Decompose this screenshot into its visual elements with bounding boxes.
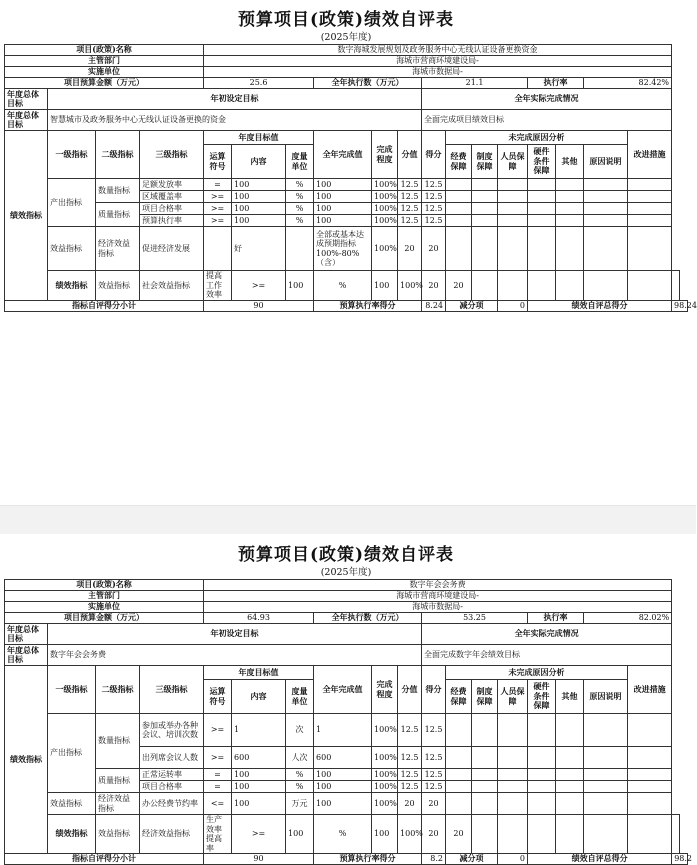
subtotal-label: 指标自评得分小计 [5, 300, 204, 311]
improve-header: 改进措施 [628, 666, 672, 714]
lvl2-cell: 经济效益指标 [96, 227, 140, 271]
lvl3-cell: 足额发放率 [140, 179, 204, 191]
page-gap [0, 506, 696, 534]
lvl1-output: 产出指标 [48, 179, 96, 227]
lvl1-header: 一级指标 [48, 666, 96, 714]
lvl3-cell: 正常运转率 [140, 769, 204, 781]
lvl1-benefit: 效益指标 [48, 227, 96, 271]
deduct-label: 减分项 [446, 300, 498, 311]
op-cell: <= [204, 793, 232, 815]
content-cell: 100 [232, 781, 286, 793]
initial-goal-header: 年初设定目标 [48, 624, 422, 645]
score-got-cell: 12.5 [422, 215, 446, 227]
full-year-cell: 1 [314, 714, 372, 747]
uom-cell: % [286, 215, 314, 227]
degree-cell: 100% [372, 215, 398, 227]
unit-label: 实施单位 [5, 602, 204, 613]
overall-goal-label: 年度总体目标 [5, 89, 48, 110]
lvl1-benefit: 效益指标 [96, 815, 140, 854]
overall-goal-label: 年度总体目标 [5, 645, 48, 666]
uom-cell: 次 [286, 714, 314, 747]
exec-score-label: 预算执行率得分 [314, 300, 422, 311]
degree-cell: 100% [372, 769, 398, 781]
reason-other-header: 其他 [556, 680, 584, 714]
subtotal-value: 90 [204, 854, 314, 865]
sheet-title: 预算项目(政策)绩效自评表 [237, 10, 455, 30]
content-cell: 1 [232, 714, 286, 747]
degree-cell: 100% [372, 714, 398, 747]
op-cell: >= [204, 203, 232, 215]
score-value-header: 分值 [398, 131, 422, 179]
evaluation-sheet-1 [4, 8, 697, 312]
content-header: 内容 [232, 145, 286, 179]
project-name-value: 数字海城发展规划及政务服务中心无线认证设备更换资金 [204, 45, 672, 56]
full-year-cell: 100 [314, 203, 372, 215]
degree-cell: 100% [372, 781, 398, 793]
op-cell: = [204, 781, 232, 793]
content-cell: 100 [232, 203, 286, 215]
score-got-cell: 12.5 [422, 203, 446, 215]
full-year-cell: 100 [314, 793, 372, 815]
score-value-cell: 12.5 [398, 215, 422, 227]
reason-hardware-header: 硬件条件保障 [528, 145, 556, 179]
full-year-header: 全年完成值 [314, 131, 372, 179]
reason-desc-header: 原因说明 [584, 680, 628, 714]
full-year-cell: 100 [314, 781, 372, 793]
content-cell: 100 [286, 815, 314, 854]
score-got-cell: 12.5 [422, 781, 446, 793]
unit-label: 实施单位 [5, 67, 204, 78]
score-got-cell: 12.5 [422, 747, 446, 769]
actual-status-text: 全面完成数字年会绩效目标 [422, 645, 672, 666]
indicators-label: 绩效指标 [48, 271, 96, 301]
full-year-cell: 100 [372, 271, 398, 301]
uom-cell: 人次 [286, 747, 314, 769]
unit-value: 海城市数据局- [204, 67, 672, 78]
overall-goal-label: 年度总体目标 [5, 110, 48, 131]
score-got-header: 得分 [422, 131, 446, 179]
exec-score-value: 8.2 [422, 854, 446, 865]
reason-system-header: 制度保障 [472, 145, 498, 179]
score-got-cell: 12.5 [422, 191, 446, 203]
reason-other-header: 其他 [556, 145, 584, 179]
exec-amount-label: 全年执行数（万元） [314, 78, 422, 89]
op-cell: = [204, 179, 232, 191]
full-year-cell: 100 [372, 815, 398, 854]
score-value-cell: 20 [422, 271, 446, 301]
budget-label: 项目预算金额（万元） [5, 78, 204, 89]
exec-rate-value: 82.42% [584, 78, 672, 89]
score-got-cell: 12.5 [422, 179, 446, 191]
reason-desc-header: 原因说明 [584, 145, 628, 179]
score-value-cell: 20 [422, 815, 446, 854]
uom-cell: % [286, 781, 314, 793]
op-cell: >= [204, 191, 232, 203]
content-cell: 100 [232, 793, 286, 815]
uom-cell: % [314, 271, 372, 301]
budget-label: 项目预算金额（万元） [5, 613, 204, 624]
full-year-cell: 100 [314, 769, 372, 781]
lvl2-cell: 质量指标 [96, 203, 140, 227]
score-value-cell: 12.5 [398, 191, 422, 203]
exec-amount-value: 53.25 [422, 613, 528, 624]
score-value-cell: 12.5 [398, 747, 422, 769]
op-cell: >= [204, 215, 232, 227]
score-value-cell: 12.5 [398, 769, 422, 781]
full-year-cell: 600 [314, 747, 372, 769]
op-header: 运算符号 [204, 145, 232, 179]
budget-value: 25.6 [204, 78, 314, 89]
dept-value: 海城市营商环境建设局- [204, 591, 672, 602]
exec-score-value: 8.24 [422, 300, 446, 311]
lvl3-cell: 出列席会议人数 [140, 747, 204, 769]
subtotal-value: 90 [204, 300, 314, 311]
lvl3-cell: 提高工作效率 [204, 271, 232, 301]
reason-staff-header: 人员保障 [498, 680, 528, 714]
lvl2-cell: 经济效益指标 [140, 815, 204, 854]
lvl2-cell: 数量指标 [96, 714, 140, 769]
content-cell: 100 [232, 179, 286, 191]
score-got-cell: 12.5 [422, 714, 446, 747]
project-name-label: 项目(政策)名称 [5, 45, 204, 56]
op-cell: >= [232, 815, 286, 854]
total-label: 绩效自评总得分 [528, 300, 672, 311]
score-value-cell: 12.5 [398, 714, 422, 747]
score-got-cell: 20 [446, 815, 472, 854]
uom-cell: % [286, 769, 314, 781]
score-value-cell: 12.5 [398, 781, 422, 793]
lvl2-cell: 质量指标 [96, 769, 140, 793]
uom-cell: % [286, 179, 314, 191]
score-got-cell: 20 [422, 227, 446, 271]
content-cell: 100 [232, 191, 286, 203]
uom-cell [286, 227, 314, 271]
lvl3-cell: 生产效率提高率 [204, 815, 232, 854]
deduct-value: 0 [498, 854, 528, 865]
score-got-header: 得分 [422, 666, 446, 714]
uom-cell: % [286, 203, 314, 215]
full-year-cell: 全部或基本达成预期指标100%-80%（含） [314, 227, 372, 271]
project-name-label: 项目(政策)名称 [5, 580, 204, 591]
score-got-cell: 12.5 [422, 769, 446, 781]
improve-header: 改进措施 [628, 131, 672, 179]
lvl3-cell: 办公经费节约率 [140, 793, 204, 815]
evaluation-table [4, 44, 697, 312]
lvl2-header: 二级指标 [96, 131, 140, 179]
evaluation-sheet-2 [4, 543, 693, 865]
reason-fund-header: 经费保障 [446, 680, 472, 714]
dept-label: 主管部门 [5, 56, 204, 67]
full-year-cell: 100 [314, 191, 372, 203]
lvl3-cell: 项目合格率 [140, 203, 204, 215]
reason-hardware-header: 硬件条件保障 [528, 680, 556, 714]
table-row [5, 179, 688, 191]
actual-status-header: 全年实际完成情况 [422, 89, 672, 110]
indicators-label: 绩效指标 [48, 815, 96, 854]
content-cell: 100 [232, 769, 286, 781]
table-row [5, 271, 688, 301]
lvl3-cell: 参加或举办各种会议、培训次数 [140, 714, 204, 747]
indicators-label: 绩效指标 [5, 666, 48, 854]
content-cell: 好 [232, 227, 286, 271]
lvl1-header: 一级指标 [48, 131, 96, 179]
budget-value: 64.93 [204, 613, 314, 624]
initial-goal-header: 年初设定目标 [48, 89, 422, 110]
score-got-cell: 20 [446, 271, 472, 301]
unfinished-header: 未完成原因分析 [446, 131, 628, 145]
lvl3-cell: 预算执行率 [140, 215, 204, 227]
degree-cell: 100% [372, 793, 398, 815]
reason-fund-header: 经费保障 [446, 145, 472, 179]
unfinished-header: 未完成原因分析 [446, 666, 628, 680]
degree-header: 完成程度 [372, 666, 398, 714]
op-cell: >= [204, 747, 232, 769]
actual-status-text: 全面完成项目绩效目标 [422, 110, 672, 131]
lvl2-cell: 经济效益指标 [96, 793, 140, 815]
score-value-cell: 12.5 [398, 203, 422, 215]
reason-staff-header: 人员保障 [498, 145, 528, 179]
deduct-label: 减分项 [446, 854, 498, 865]
degree-header: 完成程度 [372, 131, 398, 179]
op-cell: >= [204, 714, 232, 747]
table-row [5, 815, 688, 854]
table-row [5, 769, 688, 781]
score-value-cell: 12.5 [398, 179, 422, 191]
degree-cell: 100% [398, 815, 422, 854]
project-name-value: 数字年会会务费 [204, 580, 672, 591]
degree-cell: 100% [372, 227, 398, 271]
total-value: 98.2 [672, 854, 688, 865]
evaluation-table [4, 579, 693, 865]
full-year-header: 全年完成值 [314, 666, 372, 714]
op-header: 运算符号 [204, 680, 232, 714]
exec-amount-label: 全年执行数（万元） [314, 613, 422, 624]
table-row [5, 793, 688, 815]
degree-cell: 100% [372, 203, 398, 215]
lvl1-output: 产出指标 [48, 714, 96, 793]
exec-rate-label: 执行率 [528, 78, 584, 89]
initial-goal-text: 数字年会会务费 [48, 645, 422, 666]
indicators-label: 绩效指标 [5, 131, 48, 301]
content-cell: 100 [286, 271, 314, 301]
score-got-cell: 20 [422, 793, 446, 815]
target-values-header: 年度目标值 [204, 666, 314, 680]
reason-system-header: 制度保障 [472, 680, 498, 714]
target-values-header: 年度目标值 [204, 131, 314, 145]
subtotal-label: 指标自评得分小计 [5, 854, 204, 865]
total-value: 98.24 [672, 300, 688, 311]
content-header: 内容 [232, 680, 286, 714]
lvl3-cell: 促进经济发展 [140, 227, 204, 271]
table-row [5, 227, 688, 271]
sheet-year: (2025年度) [320, 567, 372, 578]
overall-goal-label: 年度总体目标 [5, 624, 48, 645]
dept-value: 海城市营商环境建设局- [204, 56, 672, 67]
degree-cell: 100% [372, 747, 398, 769]
deduct-value: 0 [498, 300, 528, 311]
exec-rate-value: 82.02% [584, 613, 672, 624]
initial-goal-text: 智慧城市及政务服务中心无线认证设备更换的资金 [48, 110, 422, 131]
lvl2-header: 二级指标 [96, 666, 140, 714]
uom-cell: 万元 [286, 793, 314, 815]
uom-cell: % [314, 815, 372, 854]
dept-label: 主管部门 [5, 591, 204, 602]
uom-cell: % [286, 191, 314, 203]
lvl3-cell: 区域覆盖率 [140, 191, 204, 203]
degree-cell: 100% [372, 179, 398, 191]
sheet-title: 预算项目(政策)绩效自评表 [237, 545, 455, 565]
degree-cell: 100% [372, 191, 398, 203]
uom-header: 度量单位 [286, 680, 314, 714]
table-row [5, 714, 688, 747]
lvl2-cell: 社会效益指标 [140, 271, 204, 301]
score-value-cell: 20 [398, 227, 422, 271]
score-value-cell: 20 [398, 793, 422, 815]
table-row [5, 203, 688, 215]
unit-value: 海城市数据局- [204, 602, 672, 613]
uom-header: 度量单位 [286, 145, 314, 179]
score-value-header: 分值 [398, 666, 422, 714]
lvl3-header: 三级指标 [140, 131, 204, 179]
op-cell: = [204, 769, 232, 781]
op-cell: >= [232, 271, 286, 301]
full-year-cell: 100 [314, 179, 372, 191]
lvl3-cell: 项目合格率 [140, 781, 204, 793]
lvl1-benefit: 效益指标 [96, 271, 140, 301]
actual-status-header: 全年实际完成情况 [422, 624, 672, 645]
lvl2-cell: 数量指标 [96, 179, 140, 203]
lvl3-header: 三级指标 [140, 666, 204, 714]
full-year-cell: 100 [314, 215, 372, 227]
sheet-year: (2025年度) [320, 32, 372, 43]
exec-rate-label: 执行率 [528, 613, 584, 624]
content-cell: 100 [232, 215, 286, 227]
total-label: 绩效自评总得分 [528, 854, 672, 865]
exec-score-label: 预算执行率得分 [314, 854, 422, 865]
degree-cell: 100% [398, 271, 422, 301]
op-cell [204, 227, 232, 271]
lvl1-benefit: 效益指标 [48, 793, 96, 815]
exec-amount-value: 21.1 [422, 78, 528, 89]
content-cell: 600 [232, 747, 286, 769]
